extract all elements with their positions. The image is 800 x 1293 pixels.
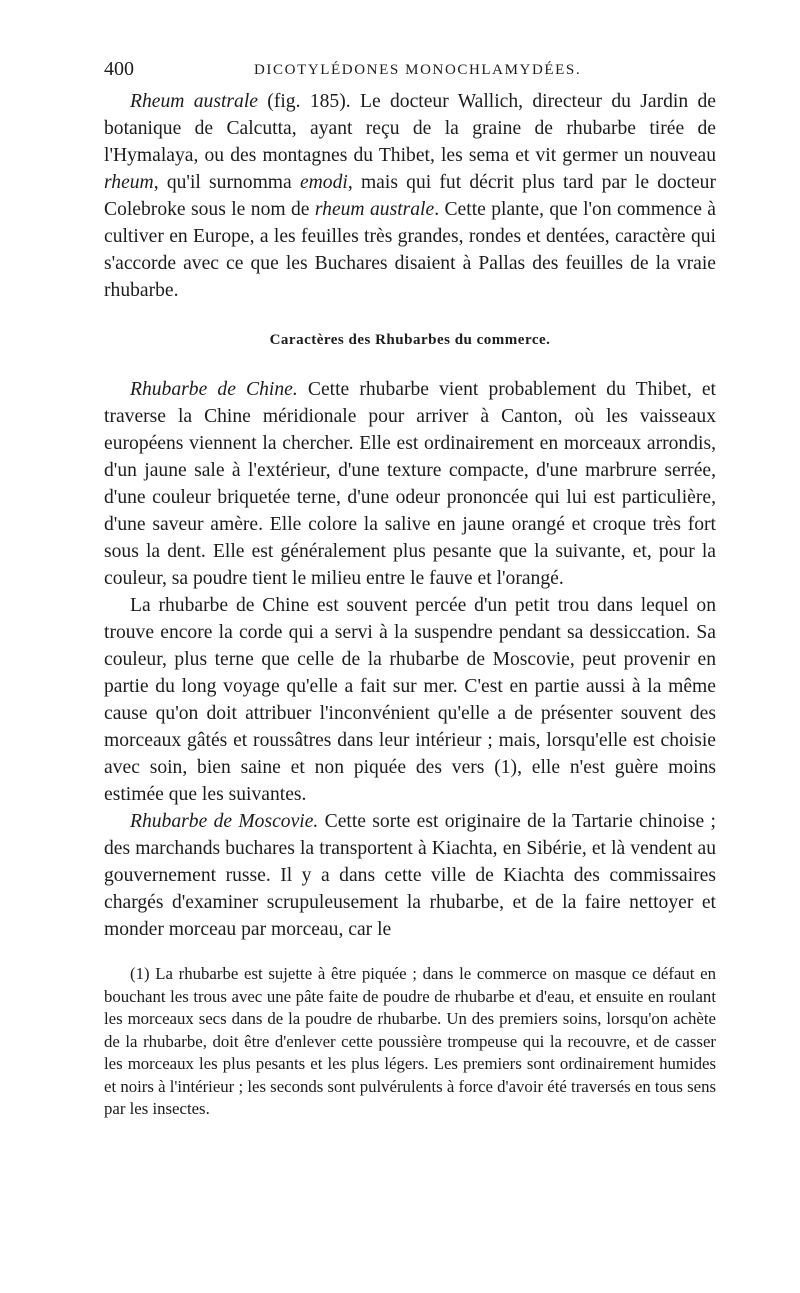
subsection-title: Rhubarbe de Moscovie. bbox=[130, 811, 319, 832]
footnotes bbox=[104, 963, 716, 1121]
running-head bbox=[104, 58, 716, 88]
footnote-1: (1) La rhubarbe est sujette à être piquée ; dans le commerce on masque ce défaut en bouchant les trous avec une pâte faite de poudre de rhubarbe et d'eau, et ensuite en roulant les morceaux secs dans de la poudre de rhubarbe. Un des premiers soins, lorsqu'on achète de la rhubarbe, doit être d'enlever cette poussière trompeuse qui la recouvre, et de casser les morceaux les plus pesants et les plus légers. Les premiers sont ordinairement humides et noirs à l'intérieur ; les seconds sont pulvérulents à force d'avoir été traversés en tous sens par les insectes. bbox=[104, 964, 716, 1118]
paragraph-rhubarbe-chine: Rhubarbe de Chine. Cette rhubarbe vient probablement du Thibet, et traverse la Chine méridionale pour arriver à Canton, où les vaisseaux européens viennent la chercher. Elle est ordinairement en morceaux arrondis, d'un jaune sale à l'extérieur, d'une texture compacte, d'une marbrure serrée, d'une couleur briquetée terne, d'une odeur prononcée qui lui est particulière, d'une saveur amère. Elle colore la salive en jaune orangé et croque très fort sous la dent. Elle est généralement plus pesante que la suivante, et, pour la couleur, sa poudre tient le milieu entre le fauve et l'orangé. bbox=[104, 379, 716, 589]
taxon-name: emodi bbox=[299, 172, 348, 193]
page-number: 400 bbox=[104, 58, 134, 80]
taxon-name: rheum bbox=[104, 172, 154, 193]
book-page bbox=[104, 58, 716, 1121]
section-heading: Caractères des Rhubarbes du commerce. bbox=[269, 332, 551, 348]
paragraph-rheum-australe: Rheum australe (fig. 185). Le docteur Wallich, directeur du Jardin de botanique de Calcutta, ayant reçu de la graine de rhubarbe tirée de l'Hymalaya, ou des montagnes du Thibet, les sema et vit germer un nouveau rheum, qu'il surnomma emodi, mais qui fut décrit plus tard par le docteur Colebroke sous le nom de rheum australe. Cette plante, que l'on commence à cultiver en Europe, a les feuilles très grandes, rondes et dentées, caractère qui s'accorde avec ce que les Buchares disaient à Pallas des feuilles de la vraie rhubarbe. bbox=[104, 91, 716, 301]
body-text bbox=[104, 88, 716, 943]
paragraph-rhubarbe-chine-2: La rhubarbe de Chine est souvent percée d'un petit trou dans lequel on trouve encore la corde qui a servi à la suspendre pendant sa dessiccation. Sa couleur, plus terne que celle de la rhubarbe de Moscovie, peut provenir en partie du long voyage qu'elle a fait sur mer. C'est en partie aussi à la même cause qu'on doit attribuer l'inconvénient qu'elle a de présenter souvent des morceaux gâtés et roussâtres dans leur intérieur ; mais, lorsqu'elle est choisie avec soin, bien saine et non piquée des vers (1), elle n'est guère moins estimée que les suivantes. bbox=[104, 595, 716, 805]
taxon-name: Rheum australe bbox=[130, 91, 258, 112]
running-head-title: DICOTYLÉDONES MONOCHLAMYDÉES. bbox=[254, 62, 582, 78]
paragraph-rhubarbe-moscovie: Rhubarbe de Moscovie. Cette sorte est originaire de la Tartarie chinoise ; des marchands buchares la transportent à Kiachta, en Sibérie, et là vendent au gouvernement russe. Il y a dans cette ville de Kiachta des commissaires chargés d'examiner scrupuleusement la rhubarbe, et de la faire nettoyer et monder morceau par morceau, car le bbox=[104, 811, 716, 940]
subsection-title: Rhubarbe de Chine. bbox=[130, 379, 298, 400]
taxon-name: rheum australe bbox=[314, 199, 435, 220]
